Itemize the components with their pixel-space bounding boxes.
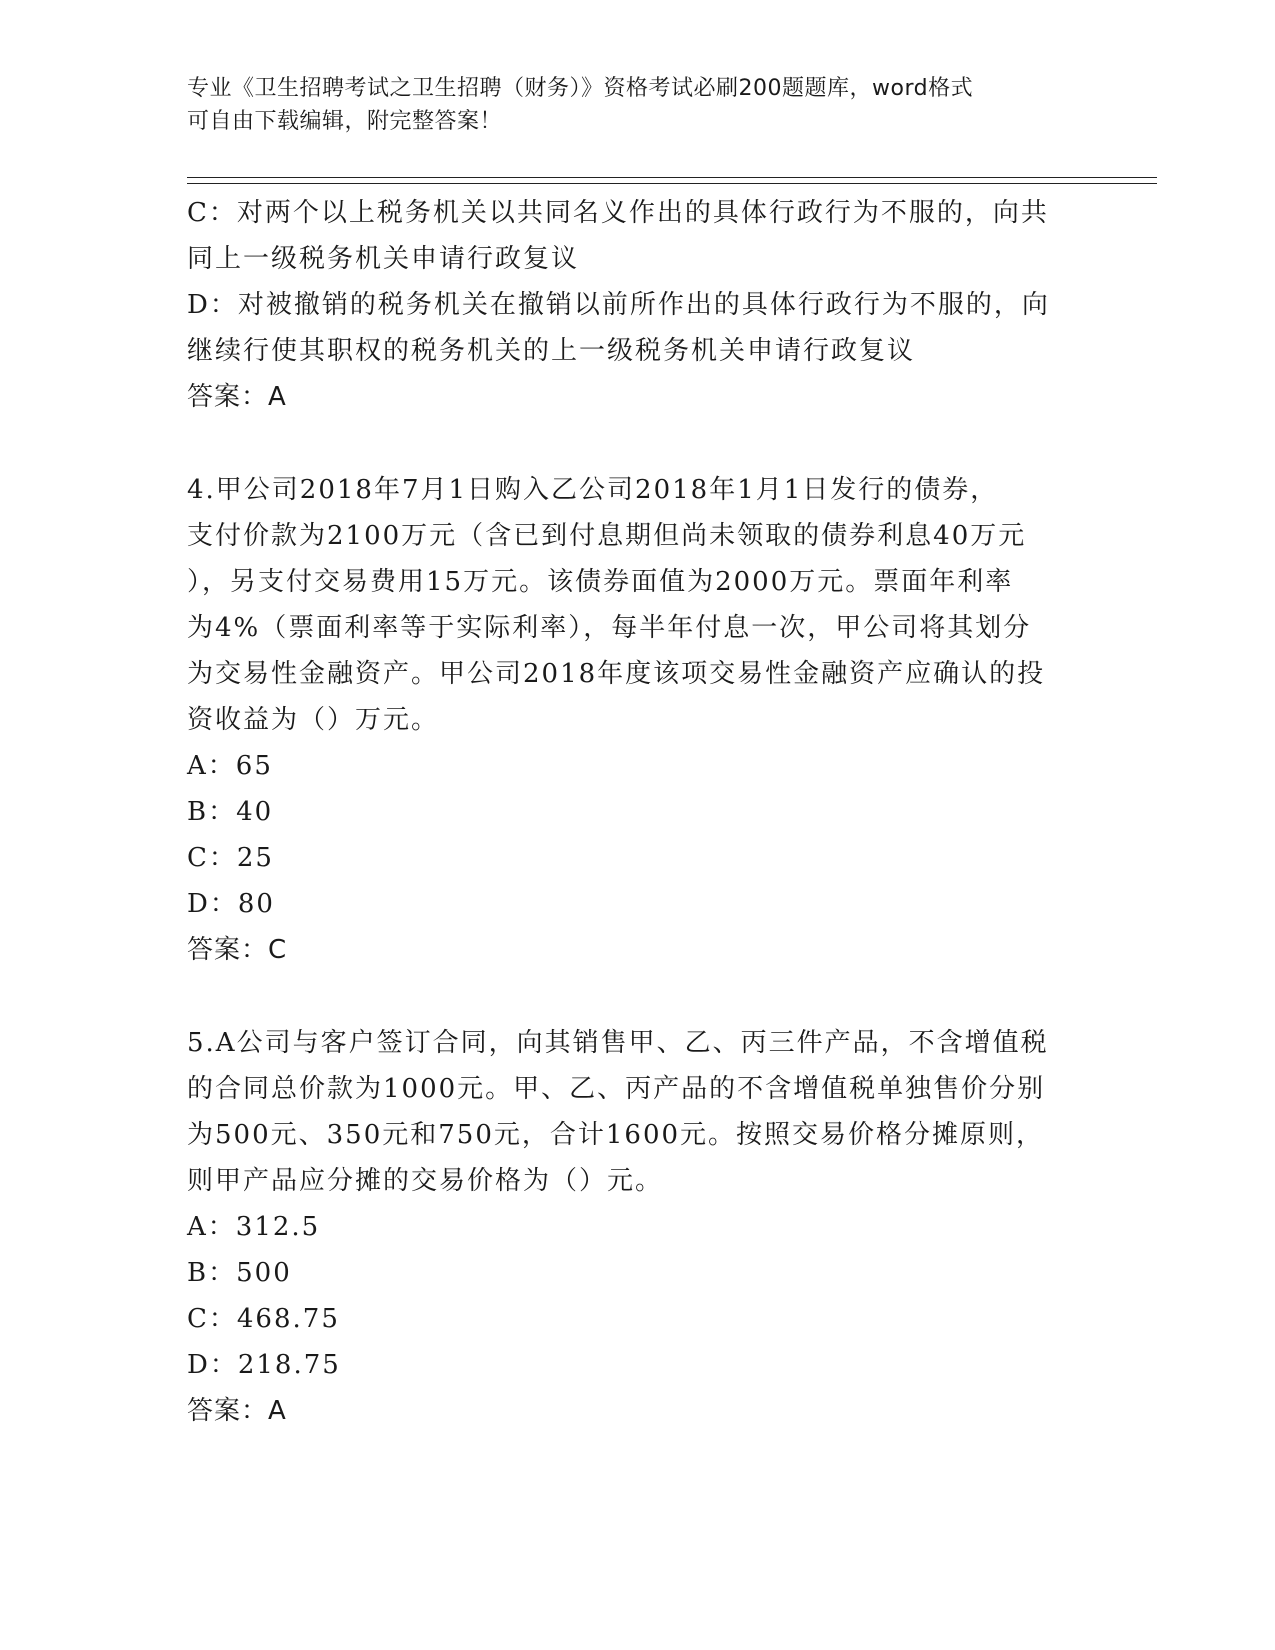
answer-line: 答案：C	[187, 935, 288, 965]
question-stem-line: 为500元、350元和750元，合计1600元。按照交易价格分摊原则，	[187, 1120, 1045, 1150]
question-stem-line: 为4%（票面利率等于实际利率），每半年付息一次，甲公司将其划分	[187, 613, 1032, 643]
question-stem-line: 则甲产品应分摊的交易价格为（）元。	[187, 1166, 664, 1196]
option-c: C：468.75	[187, 1304, 340, 1334]
question-stem-line: 支付价款为2100万元（含已到付息期但尚未领取的债券利息40万元	[187, 521, 1027, 551]
question-5	[187, 1020, 1087, 1434]
header-title-line: 专业《卫生招聘考试之卫生招聘（财务）》资格考试必刷200题题库，word格式	[187, 76, 974, 101]
question-stem-line: 的合同总价款为1000元。甲、乙、丙产品的不含增值税单独售价分别	[187, 1074, 1046, 1104]
option-d: D：80	[187, 889, 275, 919]
spacer	[187, 420, 1087, 467]
question-stem-line: 5.A公司与客户签订合同，向其销售甲、乙、丙三件产品，不含增值税	[187, 1028, 1049, 1058]
header-divider	[187, 177, 1157, 178]
header-subtitle-line: 可自由下载编辑，附完整答案！	[187, 109, 503, 134]
answer-line: 答案：A	[187, 382, 287, 412]
question-stem-line: ），另支付交易费用15万元。该债券面值为2000万元。票面年利率	[187, 567, 1014, 597]
document-body	[187, 190, 1087, 1434]
option-a: A：65	[187, 751, 273, 781]
header-divider-double	[187, 183, 1157, 184]
option-b: B：500	[187, 1258, 292, 1288]
option-d-continued: 继续行使其职权的税务机关的上一级税务机关申请行政复议	[187, 336, 916, 366]
question-4	[187, 467, 1087, 973]
option-d: D：对被撤销的税务机关在撤销以前所作出的具体行政行为不服的，向	[187, 290, 1050, 320]
question-stem-line: 4.甲公司2018年7月1日购入乙公司2018年1月1日发行的债券，	[187, 475, 999, 505]
spacer	[187, 973, 1087, 1020]
question-stem-line: 资收益为（）万元。	[187, 705, 440, 735]
page-header	[187, 72, 1087, 138]
option-b: B：40	[187, 797, 274, 827]
option-d: D：218.75	[187, 1350, 341, 1380]
option-c-continued: 同上一级税务机关申请行政复议	[187, 244, 580, 274]
option-c: C：25	[187, 843, 274, 873]
answer-line: 答案：A	[187, 1396, 287, 1426]
option-c: C：对两个以上税务机关以共同名义作出的具体行政行为不服的，向共	[187, 198, 1049, 228]
option-a: A：312.5	[187, 1212, 321, 1242]
question-stem-line: 为交易性金融资产。甲公司2018年度该项交易性金融资产应确认的投	[187, 659, 1046, 689]
previous-question-tail	[187, 190, 1087, 420]
